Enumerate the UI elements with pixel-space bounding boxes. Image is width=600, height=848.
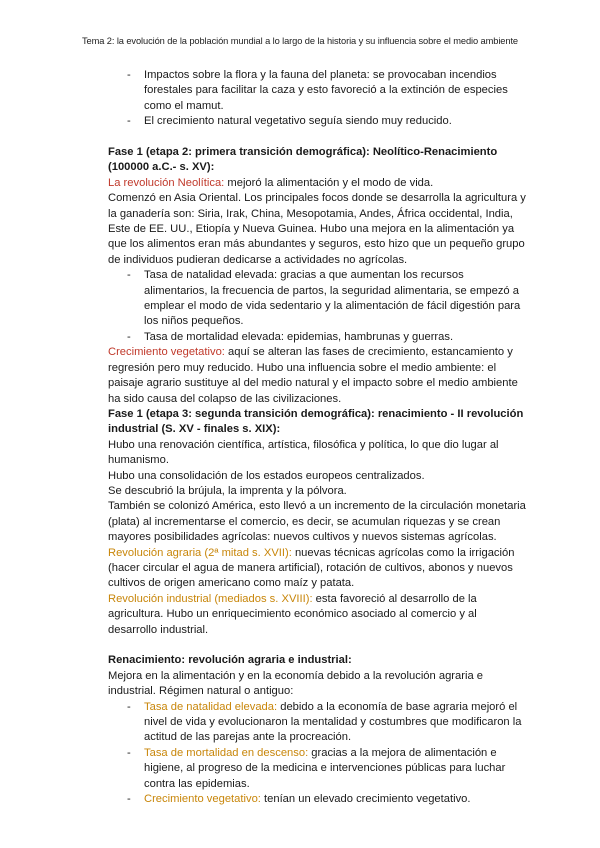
page-header: Tema 2: la evolución de la población mundial a lo largo de la historia y su influencia sobre el medio ambiente (81, 36, 519, 46)
bullet-dash: - (127, 115, 131, 128)
term-revolucion-neolitica: La revolución Neolítica: (108, 176, 225, 189)
neolitico-bullet-list (108, 268, 528, 345)
list-item: - Tasa de mortalidad en descenso: gracias a la mejora de alimentación e higiene, al progreso de la medicina e intervenciones públicas para luchar contra las epidemias. (127, 746, 506, 790)
top-bullet-list (108, 68, 528, 130)
term-revolucion-industrial: Revolución industrial (mediados s. XVIII): (108, 592, 313, 605)
paragraph: Revolución agraria (2ª mitad s. XVII): nuevas técnicas agrícolas como la irrigación (hacer circular el agua de manera artificial), rotación de cultivos, abonos y nuevos cultivos de origen americano como maíz y patata. (108, 546, 515, 590)
paragraph: Comenzó en Asia Oriental. Los principales focos donde se desarrolla la agricultura y la ganadería son: Siria, Irak, China, Mesopotamia, Andes, África occidental, India, Este de EE. UU., Etiopía y Nueva Guinea. Hubo una mejora en la alimentación ya que los alimentos eran más abundantes y seguros, esto hizo que un pequeño grupo de individuos pudieran dedicarse a actividades no agrícolas. (108, 192, 526, 266)
section-heading-renacimiento-industrial: Fase 1 (etapa 3: segunda transición demográfica): renacimiento - II revolución industrial (S. XV - finales s. XIX): (108, 407, 524, 436)
list-item: - El crecimiento natural vegetativo seguía siendo muy reducido. (108, 114, 528, 129)
paragraph: Se descubrió la brújula, la imprenta y la pólvora. (108, 484, 347, 497)
list-item: - Impactos sobre la flora y la fauna del planeta: se provocaban incendios forestales para facilitar la caza y esto favoreció a la extinción de especies como el mamut. (127, 69, 508, 112)
bullet-dash: - (127, 69, 131, 81)
section-heading-neolitico: Fase 1 (etapa 2: primera transición demográfica): Neolítico-Renacimiento (100000 a.C.- s. XV): (108, 146, 498, 174)
renacimiento-bullet-list (108, 700, 528, 808)
term-crecimiento-vegetativo: Crecimiento vegetativo: (108, 346, 225, 359)
term-natalidad: Tasa de natalidad elevada: (144, 700, 278, 713)
list-item: - Tasa de natalidad elevada: debido a la economía de base agraria mejoró el nivel de vida y evolucionaron la mentalidad y costumbres que modificaron la actitud de las parejas ante la procreación. (127, 700, 522, 744)
paragraph: Revolución industrial (mediados s. XVIII): esta favoreció al desarrollo de la agricultura. Hubo un enriquecimiento económico asociado al comercio y al desarrollo industrial. (108, 592, 477, 636)
bullet-dash: - (127, 700, 131, 713)
paragraph: Hubo una renovación científica, artística, filosófica y política, lo que dio lugar al humanismo. (108, 438, 499, 467)
list-item: - Tasa de mortalidad elevada: epidemias, hambrunas y guerras. (108, 330, 528, 345)
bullet-dash: - (127, 330, 131, 343)
section-heading-renacimiento: Renacimiento: revolución agraria e industrial: (108, 654, 352, 667)
paragraph: También se colonizó América, esto llevó a un incremento de la circulación monetaria (plata) al incrementarse el comercio, es decir, se acumulan riquezas y se crean mayores posibilidades agrícolas: nuevos cultivos y nuevos sistemas agrícolas. (108, 500, 526, 544)
bullet-dash: - (127, 793, 131, 806)
paragraph: La revolución Neolítica: mejoró la alimentación y el modo de vida. (108, 176, 434, 189)
document-body (108, 68, 528, 807)
bullet-dash: - (127, 269, 131, 282)
list-item: - Tasa de natalidad elevada: gracias a que aumentan los recursos alimentarios, la frecuencia de partos, la seguridad alimentaria, se empezó a emplear el modo de vida sedentario y la alimentación de fácil digestión para los niños pequeños. (127, 269, 521, 328)
list-item: - Crecimiento vegetativo: tenían un elevado crecimiento vegetativo. (108, 792, 528, 807)
paragraph: Mejora en la alimentación y en la economía debido a la revolución agraria e industrial. Régimen natural o antiguo: (108, 669, 484, 698)
paragraph: Crecimiento vegetativo: aquí se alteran las fases de crecimiento, estancamiento y regresión pero muy reducido. Hubo una influencia sobre el medio ambiente: el paisaje agrario sustituye al del medio natural y el impacto sobre el medio ambiente ha sido causa del colapso de las civilizaciones. (108, 346, 518, 405)
term-revolucion-agraria: Revolución agraria (2ª mitad s. XVII): (108, 546, 292, 559)
paragraph: Hubo una consolidación de los estados europeos centralizados. (108, 469, 425, 482)
bullet-dash: - (127, 746, 131, 759)
term-crecimiento: Crecimiento vegetativo: (144, 793, 261, 806)
term-mortalidad: Tasa de mortalidad en descenso: (144, 746, 309, 759)
